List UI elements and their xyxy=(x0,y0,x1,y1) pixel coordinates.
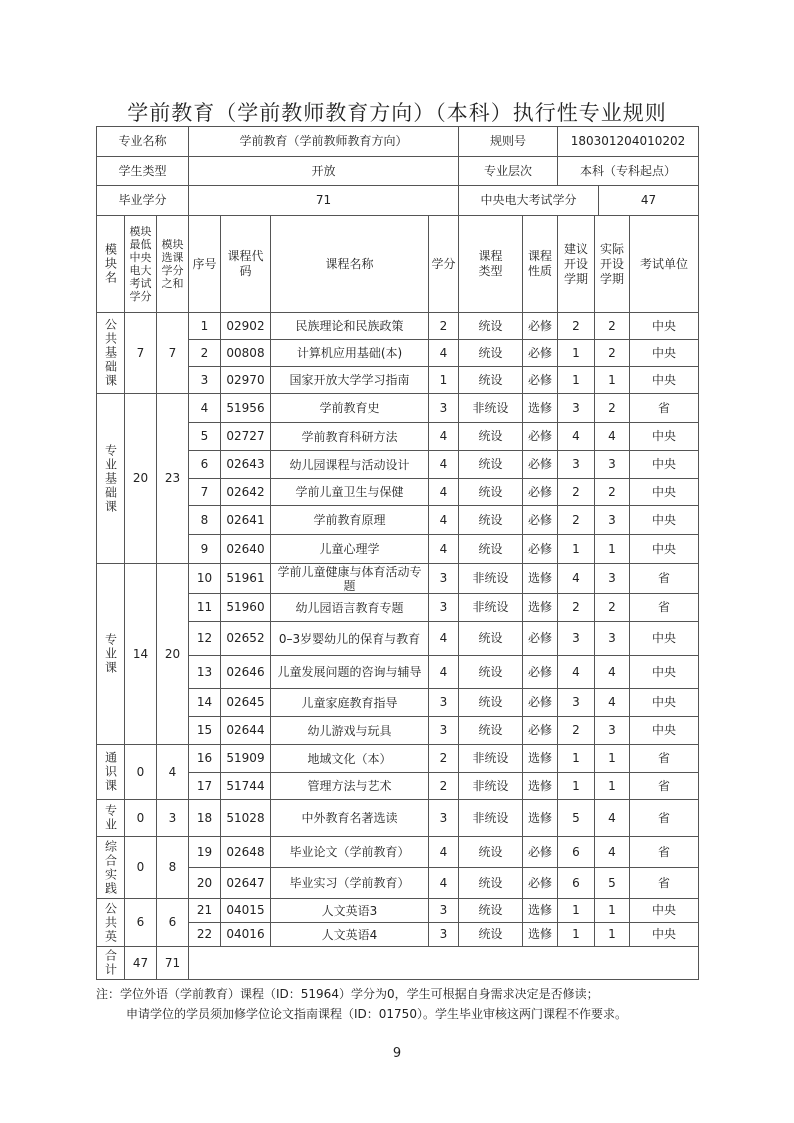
course-type: 统设 xyxy=(459,535,523,564)
course-actual: 1 xyxy=(595,773,630,800)
course-name: 幼儿园课程与活动设计 xyxy=(271,451,429,479)
page-title: 学前教育（学前教师教育方向）（本科）执行性专业规则 xyxy=(127,101,667,125)
course-unit: 中央 xyxy=(630,313,699,340)
course-nature: 必修 xyxy=(523,479,558,506)
footnote-line-1: 注：学位外语（学前教育）课程（ID：51964）学分为0，学生可根据自身需求决定是否修读； xyxy=(96,987,599,1001)
course-name: 学前儿童卫生与保健 xyxy=(271,479,429,506)
course-code: 02645 xyxy=(221,689,271,717)
info-row-type xyxy=(97,157,699,186)
course-actual: 2 xyxy=(595,594,630,622)
total-label: 合计 xyxy=(97,947,125,980)
course-code: 00808 xyxy=(221,340,271,367)
header-module: 模块名 xyxy=(97,216,125,313)
course-nature: 必修 xyxy=(523,837,558,868)
course-suggest: 2 xyxy=(558,717,595,745)
course-name: 幼儿园语言教育专题 xyxy=(271,594,429,622)
course-credit: 3 xyxy=(429,394,459,423)
course-suggest: 1 xyxy=(558,535,595,564)
course-suggest: 1 xyxy=(558,745,595,773)
course-credit: 3 xyxy=(429,564,459,594)
course-suggest: 1 xyxy=(558,367,595,394)
header-min-central: 模块最低中央电大考试学分 xyxy=(125,216,157,313)
table-row xyxy=(97,899,699,923)
header-unit: 考试单位 xyxy=(630,216,699,313)
course-seq: 16 xyxy=(189,745,221,773)
header-nature: 课程性质 xyxy=(523,216,558,313)
header-seq: 序号 xyxy=(189,216,221,313)
course-credit: 4 xyxy=(429,506,459,535)
course-code: 51960 xyxy=(221,594,271,622)
course-code: 51028 xyxy=(221,800,271,837)
course-seq: 20 xyxy=(189,868,221,899)
module-sum-credits: 20 xyxy=(157,564,189,745)
central-credits-value: 47 xyxy=(599,186,699,216)
module-name: 专业课 xyxy=(97,564,125,745)
course-type: 非统设 xyxy=(459,800,523,837)
course-unit: 省 xyxy=(630,837,699,868)
course-credit: 2 xyxy=(429,773,459,800)
course-code: 02646 xyxy=(221,656,271,689)
course-suggest: 1 xyxy=(558,773,595,800)
course-seq: 11 xyxy=(189,594,221,622)
course-seq: 5 xyxy=(189,423,221,451)
course-suggest: 6 xyxy=(558,868,595,899)
course-nature: 选修 xyxy=(523,899,558,923)
major-name-label: 专业名称 xyxy=(97,127,189,157)
course-unit: 中央 xyxy=(630,423,699,451)
course-nature: 必修 xyxy=(523,535,558,564)
rule-no-value: 180301204010202 xyxy=(558,127,699,157)
level-label: 专业层次 xyxy=(459,157,558,186)
course-unit: 中央 xyxy=(630,622,699,656)
course-unit: 中央 xyxy=(630,451,699,479)
course-type: 统设 xyxy=(459,689,523,717)
course-type: 非统设 xyxy=(459,773,523,800)
course-name: 幼儿游戏与玩具 xyxy=(271,717,429,745)
course-code: 02652 xyxy=(221,622,271,656)
course-credit: 4 xyxy=(429,868,459,899)
course-credit: 4 xyxy=(429,423,459,451)
student-type-label: 学生类型 xyxy=(97,157,189,186)
course-credit: 3 xyxy=(429,923,459,947)
course-credit: 3 xyxy=(429,800,459,837)
course-suggest: 4 xyxy=(558,564,595,594)
course-name: 人文英语4 xyxy=(271,923,429,947)
course-code: 02902 xyxy=(221,313,271,340)
course-unit: 省 xyxy=(630,394,699,423)
course-unit: 省 xyxy=(630,745,699,773)
total-row xyxy=(97,947,699,980)
course-name: 毕业论文（学前教育） xyxy=(271,837,429,868)
course-code: 04016 xyxy=(221,923,271,947)
course-code: 51744 xyxy=(221,773,271,800)
course-code: 02647 xyxy=(221,868,271,899)
course-credit: 4 xyxy=(429,837,459,868)
course-nature: 必修 xyxy=(523,451,558,479)
course-unit: 省 xyxy=(630,773,699,800)
course-seq: 13 xyxy=(189,656,221,689)
header-actual: 实际开设学期 xyxy=(595,216,630,313)
module-name: 公共英 xyxy=(97,899,125,947)
page-number: 9 xyxy=(392,1046,402,1061)
course-nature: 必修 xyxy=(523,717,558,745)
course-nature: 必修 xyxy=(523,622,558,656)
header-suggest: 建议开设学期 xyxy=(558,216,595,313)
course-name: 民族理论和民族政策 xyxy=(271,313,429,340)
course-actual: 4 xyxy=(595,837,630,868)
course-credit: 4 xyxy=(429,535,459,564)
module-min-credits: 20 xyxy=(125,394,157,564)
major-name-value: 学前教育（学前教师教育方向） xyxy=(189,127,459,157)
course-suggest: 1 xyxy=(558,899,595,923)
course-name: 学前教育科研方法 xyxy=(271,423,429,451)
info-table xyxy=(96,126,699,186)
course-code: 02648 xyxy=(221,837,271,868)
header-module-sum: 模块选课学分之和 xyxy=(157,216,189,313)
course-seq: 8 xyxy=(189,506,221,535)
course-actual: 3 xyxy=(595,451,630,479)
course-unit: 中央 xyxy=(630,689,699,717)
course-nature: 选修 xyxy=(523,800,558,837)
course-seq: 14 xyxy=(189,689,221,717)
course-code: 02641 xyxy=(221,506,271,535)
module-min-credits: 6 xyxy=(125,899,157,947)
course-seq: 21 xyxy=(189,899,221,923)
course-actual: 1 xyxy=(595,535,630,564)
course-table xyxy=(96,215,699,980)
course-type: 统设 xyxy=(459,899,523,923)
course-type: 统设 xyxy=(459,837,523,868)
module-name: 专业 xyxy=(97,800,125,837)
course-name: 中外教育名著选读 xyxy=(271,800,429,837)
rule-no-label: 规则号 xyxy=(459,127,558,157)
course-seq: 2 xyxy=(189,340,221,367)
course-type: 统设 xyxy=(459,451,523,479)
course-unit: 省 xyxy=(630,868,699,899)
course-nature: 必修 xyxy=(523,340,558,367)
course-type: 统设 xyxy=(459,506,523,535)
module-sum-credits: 6 xyxy=(157,899,189,947)
course-seq: 17 xyxy=(189,773,221,800)
table-row xyxy=(97,800,699,837)
course-unit: 中央 xyxy=(630,479,699,506)
course-nature: 必修 xyxy=(523,689,558,717)
course-actual: 3 xyxy=(595,622,630,656)
course-name: 人文英语3 xyxy=(271,899,429,923)
course-suggest: 1 xyxy=(558,923,595,947)
course-actual: 4 xyxy=(595,656,630,689)
table-row xyxy=(97,837,699,868)
course-seq: 1 xyxy=(189,313,221,340)
module-name: 综合实践 xyxy=(97,837,125,899)
course-nature: 必修 xyxy=(523,656,558,689)
course-unit: 省 xyxy=(630,800,699,837)
course-code: 51956 xyxy=(221,394,271,423)
course-suggest: 3 xyxy=(558,622,595,656)
course-credit: 3 xyxy=(429,594,459,622)
course-seq: 22 xyxy=(189,923,221,947)
course-actual: 2 xyxy=(595,340,630,367)
course-code: 51909 xyxy=(221,745,271,773)
course-unit: 中央 xyxy=(630,506,699,535)
course-credit: 3 xyxy=(429,717,459,745)
module-name: 通识课 xyxy=(97,745,125,800)
module-sum-credits: 3 xyxy=(157,800,189,837)
course-nature: 选修 xyxy=(523,394,558,423)
course-suggest: 3 xyxy=(558,689,595,717)
course-actual: 1 xyxy=(595,367,630,394)
table-row xyxy=(97,745,699,773)
course-unit: 中央 xyxy=(630,367,699,394)
header-credit: 学分 xyxy=(429,216,459,313)
total-min: 47 xyxy=(125,947,157,980)
course-actual: 2 xyxy=(595,313,630,340)
course-actual: 2 xyxy=(595,394,630,423)
course-type: 统设 xyxy=(459,423,523,451)
course-type: 统设 xyxy=(459,479,523,506)
course-unit: 省 xyxy=(630,594,699,622)
course-credit: 4 xyxy=(429,622,459,656)
course-suggest: 1 xyxy=(558,340,595,367)
course-seq: 18 xyxy=(189,800,221,837)
course-unit: 中央 xyxy=(630,340,699,367)
course-type: 非统设 xyxy=(459,394,523,423)
course-name: 儿童家庭教育指导 xyxy=(271,689,429,717)
course-credit: 4 xyxy=(429,340,459,367)
course-nature: 选修 xyxy=(523,594,558,622)
table-row xyxy=(97,313,699,340)
course-seq: 7 xyxy=(189,479,221,506)
course-seq: 10 xyxy=(189,564,221,594)
course-actual: 2 xyxy=(595,479,630,506)
module-name: 专业基础课 xyxy=(97,394,125,564)
module-min-credits: 0 xyxy=(125,800,157,837)
course-credit: 4 xyxy=(429,451,459,479)
course-code: 51961 xyxy=(221,564,271,594)
course-name: 学前教育原理 xyxy=(271,506,429,535)
course-nature: 必修 xyxy=(523,423,558,451)
course-actual: 1 xyxy=(595,745,630,773)
course-seq: 6 xyxy=(189,451,221,479)
course-suggest: 3 xyxy=(558,394,595,423)
course-nature: 选修 xyxy=(523,564,558,594)
level-value: 本科（专科起点） xyxy=(558,157,699,186)
course-credit: 2 xyxy=(429,745,459,773)
course-actual: 4 xyxy=(595,423,630,451)
module-min-credits: 7 xyxy=(125,313,157,394)
course-actual: 1 xyxy=(595,923,630,947)
course-seq: 3 xyxy=(189,367,221,394)
info-row-credits xyxy=(97,186,699,216)
course-type: 统设 xyxy=(459,340,523,367)
course-nature: 必修 xyxy=(523,868,558,899)
course-unit: 中央 xyxy=(630,535,699,564)
course-name: 学前教育史 xyxy=(271,394,429,423)
course-type: 统设 xyxy=(459,622,523,656)
module-min-credits: 0 xyxy=(125,837,157,899)
course-type: 统设 xyxy=(459,923,523,947)
course-name: 儿童心理学 xyxy=(271,535,429,564)
course-unit: 省 xyxy=(630,564,699,594)
grad-credits-value: 71 xyxy=(189,186,459,216)
course-code: 04015 xyxy=(221,899,271,923)
course-code: 02970 xyxy=(221,367,271,394)
header-row xyxy=(97,216,699,313)
course-actual: 4 xyxy=(595,800,630,837)
module-sum-credits: 23 xyxy=(157,394,189,564)
central-credits-label: 中央电大考试学分 xyxy=(459,186,599,216)
course-type: 统设 xyxy=(459,313,523,340)
course-credit: 3 xyxy=(429,899,459,923)
course-unit: 中央 xyxy=(630,717,699,745)
course-unit: 中央 xyxy=(630,656,699,689)
course-code: 02642 xyxy=(221,479,271,506)
course-seq: 4 xyxy=(189,394,221,423)
module-min-credits: 14 xyxy=(125,564,157,745)
grad-credits-label: 毕业学分 xyxy=(97,186,189,216)
course-name: 地域文化（本） xyxy=(271,745,429,773)
course-type: 非统设 xyxy=(459,594,523,622)
course-code: 02643 xyxy=(221,451,271,479)
info-row-major xyxy=(97,127,699,157)
course-suggest: 2 xyxy=(558,313,595,340)
course-nature: 必修 xyxy=(523,313,558,340)
course-actual: 1 xyxy=(595,899,630,923)
module-sum-credits: 8 xyxy=(157,837,189,899)
course-credit: 3 xyxy=(429,689,459,717)
module-sum-credits: 4 xyxy=(157,745,189,800)
course-seq: 12 xyxy=(189,622,221,656)
course-credit: 2 xyxy=(429,313,459,340)
student-type-value: 开放 xyxy=(189,157,459,186)
course-suggest: 3 xyxy=(558,451,595,479)
course-seq: 19 xyxy=(189,837,221,868)
course-name: 儿童发展问题的咨询与辅导 xyxy=(271,656,429,689)
course-actual: 4 xyxy=(595,689,630,717)
course-type: 非统设 xyxy=(459,564,523,594)
course-type: 统设 xyxy=(459,717,523,745)
course-type: 非统设 xyxy=(459,745,523,773)
course-suggest: 5 xyxy=(558,800,595,837)
course-nature: 选修 xyxy=(523,923,558,947)
course-nature: 选修 xyxy=(523,773,558,800)
course-actual: 5 xyxy=(595,868,630,899)
course-name: 毕业实习（学前教育） xyxy=(271,868,429,899)
course-code: 02644 xyxy=(221,717,271,745)
header-code: 课程代码 xyxy=(221,216,271,313)
course-type: 统设 xyxy=(459,656,523,689)
course-type: 统设 xyxy=(459,367,523,394)
course-name: 0–3岁婴幼儿的保育与教育 xyxy=(271,622,429,656)
course-actual: 3 xyxy=(595,717,630,745)
course-credit: 4 xyxy=(429,479,459,506)
course-unit: 中央 xyxy=(630,899,699,923)
course-code: 02727 xyxy=(221,423,271,451)
course-type: 统设 xyxy=(459,868,523,899)
table-row xyxy=(97,564,699,594)
module-name: 公共基础课 xyxy=(97,313,125,394)
course-seq: 9 xyxy=(189,535,221,564)
course-actual: 3 xyxy=(595,506,630,535)
course-unit: 中央 xyxy=(630,923,699,947)
module-min-credits: 0 xyxy=(125,745,157,800)
course-actual: 3 xyxy=(595,564,630,594)
course-nature: 选修 xyxy=(523,745,558,773)
footnote-line-2: 申请学位的学员须加修学位论文指南课程（ID：01750）。学生毕业审核这两门课程不作要求。 xyxy=(126,1007,627,1021)
course-suggest: 2 xyxy=(558,506,595,535)
course-name: 国家开放大学学习指南 xyxy=(271,367,429,394)
course-nature: 必修 xyxy=(523,367,558,394)
footnote xyxy=(96,984,716,1024)
course-seq: 15 xyxy=(189,717,221,745)
course-name: 计算机应用基础(本) xyxy=(271,340,429,367)
course-name: 学前儿童健康与体育活动专题 xyxy=(271,564,429,594)
total-sum: 71 xyxy=(157,947,189,980)
total-blank xyxy=(189,947,699,980)
course-suggest: 4 xyxy=(558,656,595,689)
course-nature: 必修 xyxy=(523,506,558,535)
header-name: 课程名称 xyxy=(271,216,429,313)
module-sum-credits: 7 xyxy=(157,313,189,394)
course-suggest: 4 xyxy=(558,423,595,451)
course-suggest: 2 xyxy=(558,479,595,506)
course-code: 02640 xyxy=(221,535,271,564)
credits-table xyxy=(96,185,699,216)
course-suggest: 6 xyxy=(558,837,595,868)
header-ctype: 课程类型 xyxy=(459,216,523,313)
table-row xyxy=(97,394,699,423)
course-credit: 4 xyxy=(429,656,459,689)
course-credit: 1 xyxy=(429,367,459,394)
course-name: 管理方法与艺术 xyxy=(271,773,429,800)
course-suggest: 2 xyxy=(558,594,595,622)
